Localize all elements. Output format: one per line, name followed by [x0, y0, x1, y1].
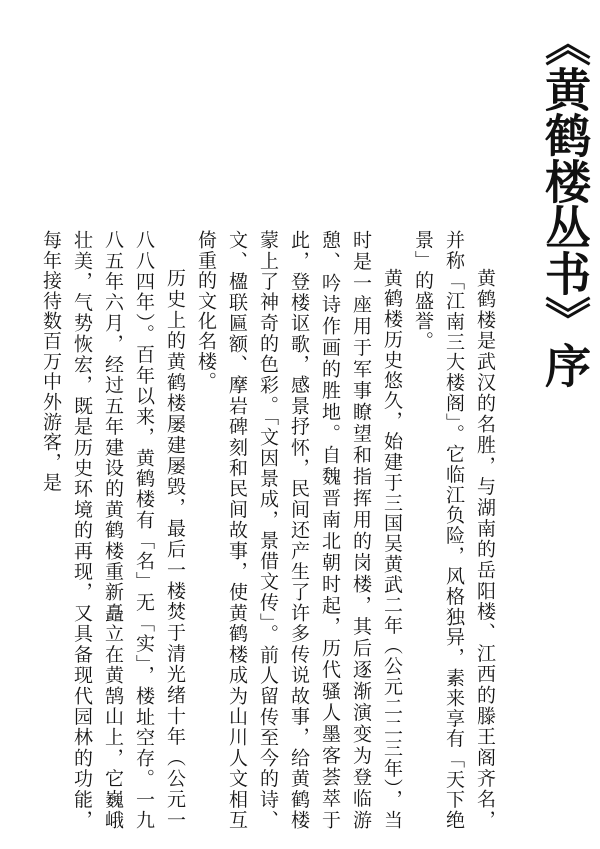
series-title: 《黄鹤楼丛书》 [538, 20, 592, 342]
preface-body [40, 230, 500, 830]
paragraph-rebuild: 历史上的黄鹤楼屡建屡毁，最后一楼焚于清光绪十年（公元一八八四年）。百年以来，黄鹤楼有「名」无「实」，楼址空存。一九八五年六月，经过五年建设的黄鹤楼重新矗立在黄鹄山上，它巍峨壮美，气势恢宏，既是历史环境的再现，又具备现代园林的功能，每年接待数百万中外游客，是 [40, 230, 186, 830]
page-title [536, 20, 594, 440]
paragraph-history: 黄鹤楼历史悠久，始建于三国吴黄武二年（公元二二三年），当时是一座用于军事瞭望和指挥用的岗楼，其后逐渐演变为登临游憩、吟诗作画的胜地。自魏晋南北朝时起，历代骚人墨客荟萃于此，登楼讴歌，感景抒怀，民间还产生了许多传说故事，给黄鹤楼蒙上了神奇的色彩。「文因景成，景借文传」。前人留传至今的诗、文、楹联匾额、摩岩碑刻和民间故事，使黄鹤楼成为山川人文相互倚重的文化名楼。 [195, 230, 403, 830]
preface-heading: 序 [538, 342, 592, 388]
paragraph-intro: 黄鹤楼是武汉的名胜，与湖南的岳阳楼、江西的滕王阁齐名，并称「江南三大楼阁」。它临江负险，风格独异，素来享有「天下绝景」的盛誉。 [412, 230, 496, 830]
